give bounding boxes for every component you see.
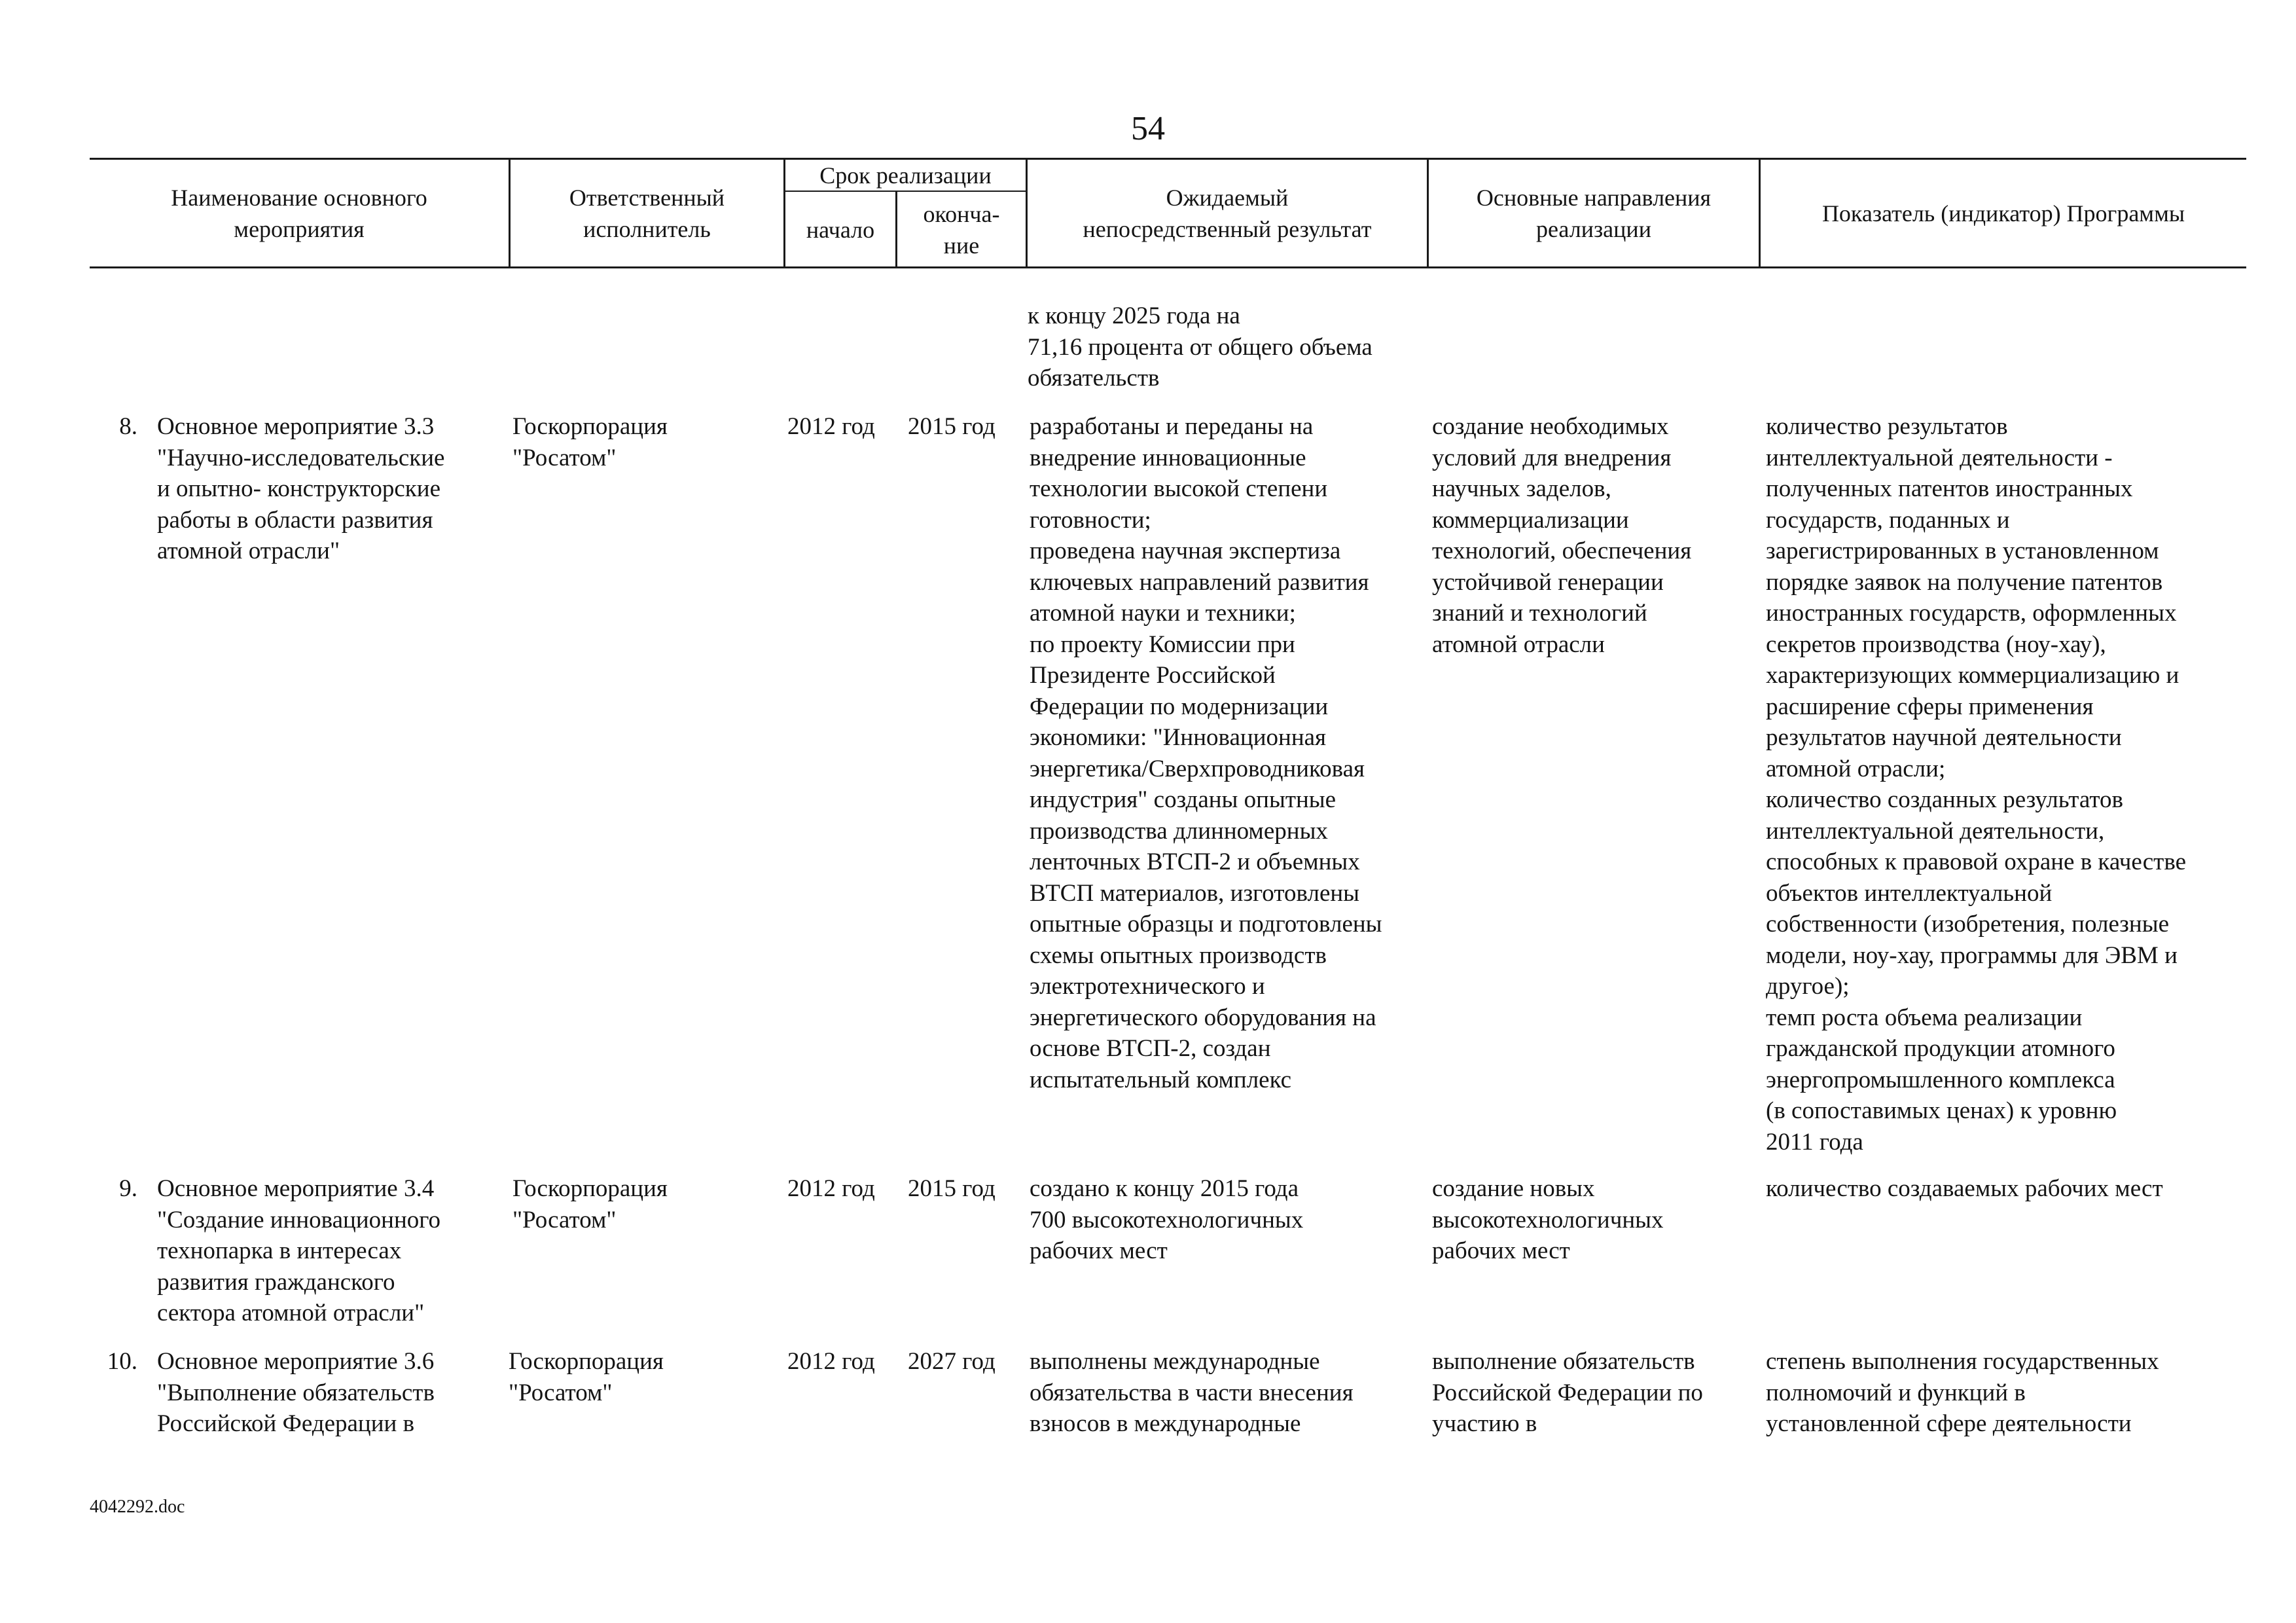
row-indicator: количество создаваемых рабочих мест [1766,1175,2163,1202]
header-name: Наименование основного мероприятия [171,184,427,242]
header-directions: Основные направления реализации [1476,184,1712,242]
row-name: Основное мероприятие 3.6 "Выполнение обязательств Российской Федерации в [157,1348,435,1437]
header-end: оконча- ние [923,201,1000,259]
row-result: выполнены международные обязательства в части внесения взносов в международные [1030,1348,1354,1437]
row-start: 2012 год [787,413,875,440]
continuation-result: к концу 2025 года на 71,16 процента от общего объема обязательств [1028,302,1372,392]
row-executor: Госкорпорация "Росатом" [512,413,668,471]
header-indicator: Показатель (индикатор) Программы [1821,200,2185,227]
row-directions: выполнение обязательств Российской Федерации по участию в [1432,1348,1703,1437]
row-number: 8. [119,413,137,440]
row-result: создано к концу 2015 года 700 высокотехнологичных рабочих мест [1030,1175,1304,1264]
row-indicator: степень выполнения государственных полномочий и функций в установленной сфере деятельности [1766,1348,2159,1437]
row-directions: создание новых высокотехнологичных рабочих мест [1432,1175,1664,1264]
row-number: 9. [119,1175,137,1202]
document-filename: 4042292.doc [90,1497,185,1517]
row-name: Основное мероприятие 3.4 "Создание инновационного технопарка в интересах развития гражданского сектора атомной отрасли" [157,1175,441,1326]
row-indicator: количество результатов интеллектуальной деятельности - полученных патентов иностранных государств, поданных и зарегистрированных в установленном порядке заявок на получение патентов иностранных государств, оформленных секретов производства (ноу-хау), характеризующих коммерциализацию и расширение сферы применения результатов научной деятельности атомной отрасли; количество созданных результатов интеллектуальной деятельности, способных к правовой охране в качестве объектов интеллектуальной собственности (изобретения, полезные модели, ноу-хау, программы для ЭВМ и другое); темп роста объема реализации гражданской продукции атомного энергопромышленного комплекса (в сопоставимых ценах) к уровню 2011 года [1766,413,2187,1156]
row-executor: Госкорпорация "Росатом" [509,1348,664,1406]
row-result: разработаны и переданы на внедрение инновационные технологии высокой степени готовности; проведена научная экспертиза ключевых направлений развития атомной науки и техники; по проекту Комиссии при Президенте Российской Федерации по модернизации экономики: "Инновационная энергетика/Сверхпроводниковая индустрия" созданы опытные производства длинномерных ленточных ВТСП-2 и объемных ВТСП материалов, изготовлены опытные образцы и подготовлены схемы опытных производств электротехнического и энергетического оборудования на основе ВТСП-2, создан испытательный комплекс [1030,413,1382,1093]
row-start: 2012 год [787,1175,875,1202]
page-number: 54 [1131,110,1165,147]
row-end: 2015 год [908,1175,996,1202]
row-start: 2012 год [787,1348,875,1375]
header-start: начало [806,217,875,243]
row-end: 2015 год [908,413,996,440]
row-number: 10. [107,1348,137,1375]
row-end: 2027 год [908,1348,996,1375]
row-name: Основное мероприятие 3.3 "Научно-исследовательские и опытно- конструкторские работы в области развития атомной отрасли" [157,413,445,564]
row-executor: Госкорпорация "Росатом" [512,1175,668,1233]
row-directions: создание необходимых условий для внедрения научных заделов, коммерциализации технологий, обеспечения устойчивой генерации знаний и технологий атомной отрасли [1432,413,1692,658]
header-term: Срок реализации [819,162,992,189]
header-result: Ожидаемый непосредственный результат [1083,184,1372,242]
header-executor: Ответственный исполнитель [569,184,725,242]
